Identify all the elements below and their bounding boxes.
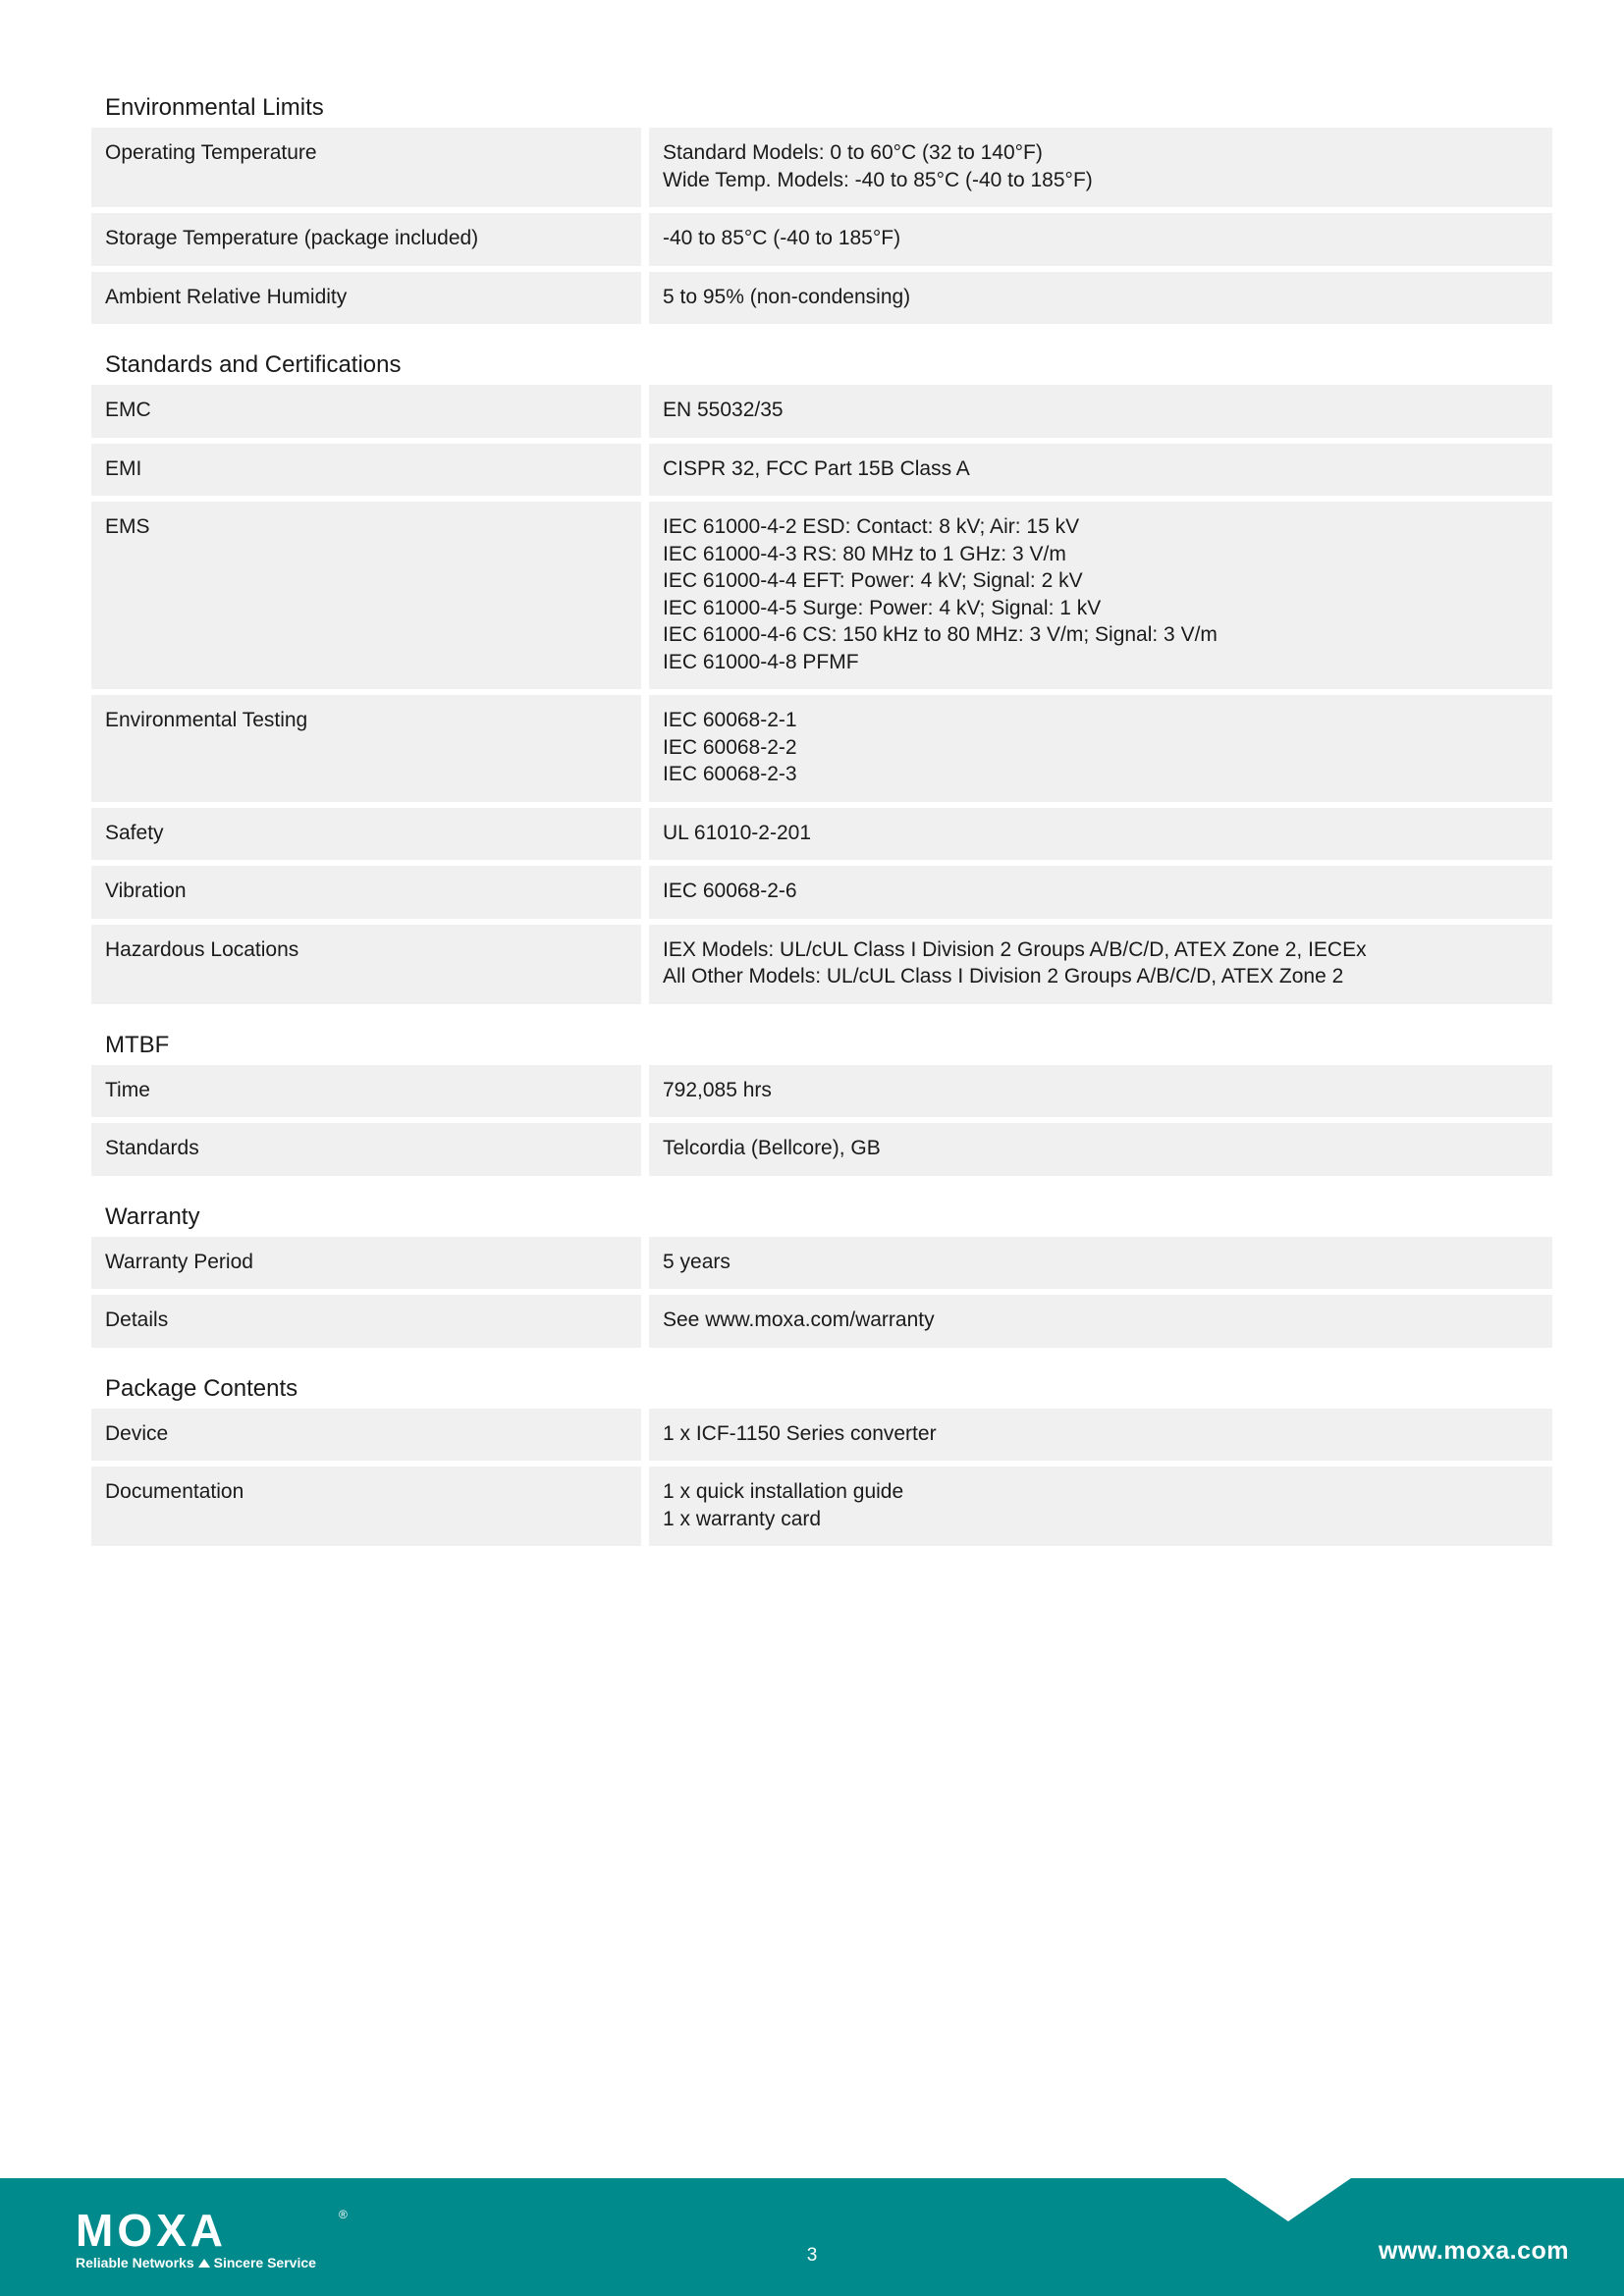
page-number: 3 (806, 2245, 818, 2266)
spec-value-line: See www.moxa.com/warranty (663, 1308, 935, 1331)
spec-row (91, 272, 1552, 325)
spec-label: Ambient Relative Humidity (91, 272, 641, 325)
spec-value (649, 695, 1552, 802)
spec-value-line: IEC 60068-2-6 (663, 880, 797, 902)
section-title: Package Contents (105, 1374, 298, 1402)
tagline-right: Sincere Service (213, 2255, 316, 2270)
spec-value-line: 1 x warranty card (663, 1507, 822, 1530)
spec-row (91, 1467, 1552, 1546)
spec-value-line: Wide Temp. Models: -40 to 85°C (-40 to 185°F) (663, 168, 1093, 191)
spec-value-line: IEC 61000-4-2 ESD: Contact: 8 kV; Air: 15 kV (663, 515, 1080, 538)
spec-value-line: 1 x ICF-1150 Series converter (663, 1421, 937, 1445)
spec-row (91, 385, 1552, 438)
spec-value (649, 444, 1552, 497)
section-title: Warranty (105, 1202, 200, 1230)
spec-value (649, 808, 1552, 861)
spec-label: Hazardous Locations (91, 925, 641, 1004)
spec-value (649, 128, 1552, 207)
spec-label: EMS (91, 502, 641, 689)
spec-label: Environmental Testing (91, 695, 641, 802)
spec-value-line: Telcordia (Bellcore), GB (663, 1137, 881, 1159)
spec-section (91, 1203, 1552, 1348)
spec-value-line: 1 x quick installation guide (663, 1480, 904, 1503)
spec-section (91, 351, 1552, 1004)
spec-value-line: 792,085 hrs (663, 1078, 772, 1101)
spec-row (91, 925, 1552, 1004)
spec-value-line: IEC 61000-4-6 CS: 150 kHz to 80 MHz: 3 V/m; Signal: 3 V/m (663, 623, 1218, 646)
spec-value (649, 925, 1552, 1004)
spec-row (91, 808, 1552, 861)
triangle-icon (198, 2259, 210, 2268)
spec-value-line: -40 to 85°C (-40 to 185°F) (663, 227, 901, 249)
spec-value-line: IEC 60068-2-1 (663, 709, 797, 731)
spec-label: Warranty Period (91, 1237, 641, 1290)
spec-value (649, 502, 1552, 689)
spec-value (649, 213, 1552, 266)
spec-value-line: Standard Models: 0 to 60°C (32 to 140°F) (663, 141, 1043, 164)
spec-value-line: IEC 60068-2-2 (663, 735, 797, 759)
spec-row (91, 1123, 1552, 1176)
spec-row (91, 1237, 1552, 1290)
spec-value-line: IEC 60068-2-3 (663, 763, 797, 785)
spec-row (91, 502, 1552, 689)
spec-row (91, 213, 1552, 266)
logo-tagline (76, 2255, 316, 2270)
spec-value-line: IEC 61000-4-4 EFT: Power: 4 kV; Signal: 2 kV (663, 569, 1083, 592)
spec-row (91, 128, 1552, 207)
spec-label: Vibration (91, 866, 641, 919)
spec-value (649, 1237, 1552, 1290)
footer-notch (1225, 2178, 1351, 2221)
spec-row (91, 695, 1552, 802)
spec-label: EMI (91, 444, 641, 497)
spec-value (649, 1467, 1552, 1546)
website-url[interactable]: www.moxa.com (1378, 2237, 1569, 2265)
spec-value-line: IEC 61000-4-3 RS: 80 MHz to 1 GHz: 3 V/m (663, 542, 1066, 565)
spec-sheet (91, 94, 1552, 1574)
section-title: Standards and Certifications (105, 351, 402, 378)
tagline-left: Reliable Networks (76, 2255, 194, 2270)
spec-value-line: IEX Models: UL/cUL Class I Division 2 Groups A/B/C/D, ATEX Zone 2, IECEx (663, 937, 1367, 961)
spec-value-line: UL 61010-2-201 (663, 821, 811, 844)
spec-section (91, 94, 1552, 324)
spec-section (91, 1375, 1552, 1547)
spec-value-line: All Other Models: UL/cUL Class I Division 2 Groups A/B/C/D, ATEX Zone 2 (663, 965, 1344, 988)
spec-value (649, 866, 1552, 919)
section-title: MTBF (105, 1031, 170, 1058)
spec-value-line: CISPR 32, FCC Part 15B Class A (663, 456, 970, 480)
spec-value (649, 1065, 1552, 1118)
spec-label: Documentation (91, 1467, 641, 1546)
moxa-logo (76, 2205, 351, 2272)
spec-label: Operating Temperature (91, 128, 641, 207)
logo-wordmark: MOXA (76, 2205, 227, 2256)
spec-row (91, 866, 1552, 919)
spec-value-line: 5 years (663, 1250, 731, 1273)
spec-row (91, 1409, 1552, 1462)
spec-row (91, 1065, 1552, 1118)
spec-value-line: EN 55032/35 (663, 399, 784, 421)
spec-label: EMC (91, 385, 641, 438)
spec-label: Standards (91, 1123, 641, 1176)
spec-row (91, 1295, 1552, 1348)
spec-value-line: IEC 61000-4-8 PFMF (663, 650, 859, 673)
spec-row (91, 444, 1552, 497)
section-title: Environmental Limits (105, 94, 324, 121)
spec-value (649, 1123, 1552, 1176)
registered-mark: ® (339, 2208, 348, 2221)
spec-label: Time (91, 1065, 641, 1118)
spec-value (649, 272, 1552, 325)
spec-label: Device (91, 1409, 641, 1462)
spec-value-line: 5 to 95% (non-condensing) (663, 285, 911, 308)
spec-value (649, 1295, 1552, 1348)
page-footer (0, 2178, 1624, 2296)
spec-value-line: IEC 61000-4-5 Surge: Power: 4 kV; Signal: 1 kV (663, 596, 1102, 619)
spec-section (91, 1032, 1552, 1176)
spec-value (649, 385, 1552, 438)
spec-label: Safety (91, 808, 641, 861)
spec-label: Details (91, 1295, 641, 1348)
spec-value (649, 1409, 1552, 1462)
spec-label: Storage Temperature (package included) (91, 213, 641, 266)
